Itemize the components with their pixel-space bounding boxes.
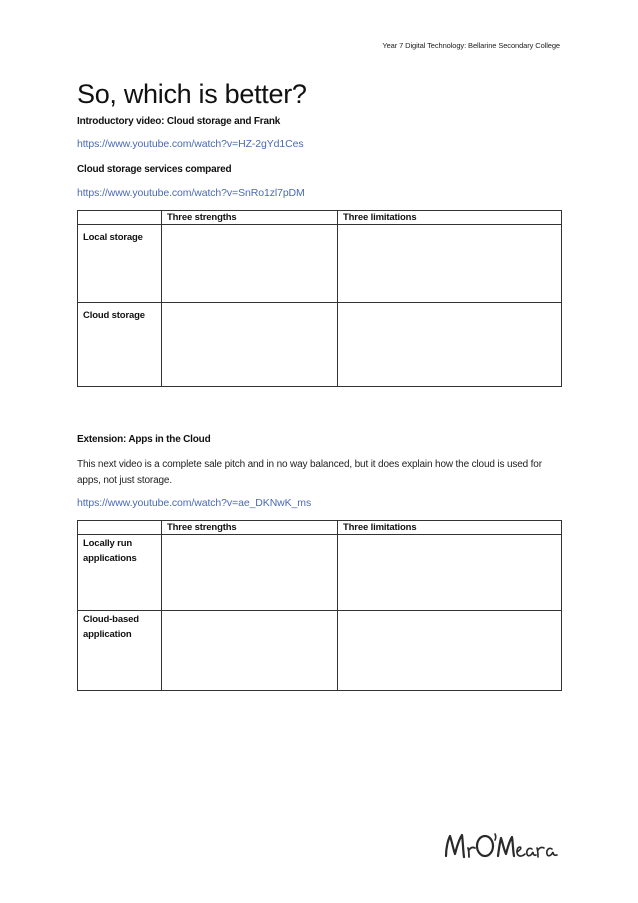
row-label-cloud-based: Cloud-based application xyxy=(78,611,162,691)
table-row-local-storage xyxy=(78,225,562,303)
table-header-limitations: Three limitations xyxy=(338,211,562,225)
row-label-cloud-storage: Cloud storage xyxy=(78,303,162,387)
header-note: Year 7 Digital Technology: Bellarine Secondary College xyxy=(382,41,560,50)
table-row-cloud-storage xyxy=(78,303,562,387)
cell-cloud-app-limitations[interactable] xyxy=(338,611,562,691)
row-label-local-storage: Local storage xyxy=(78,225,162,303)
cell-cloud-app-strengths[interactable] xyxy=(162,611,338,691)
intro-video-link[interactable]: https://www.youtube.com/watch?v=HZ-2gYd1Ces xyxy=(77,138,304,150)
table-header-row xyxy=(78,211,562,225)
page-title: So, which is better? xyxy=(77,79,307,109)
compare-video-link[interactable]: https://www.youtube.com/watch?v=SnRo1zl7pDM xyxy=(77,187,305,199)
compare-video-heading: Cloud storage services compared xyxy=(77,164,232,175)
extension-video-link[interactable]: https://www.youtube.com/watch?v=ae_DKNwK_ms xyxy=(77,497,312,509)
applications-comparison-table xyxy=(77,520,562,691)
table-header-empty xyxy=(78,211,162,225)
cell-local-strengths[interactable] xyxy=(162,225,338,303)
table-header-strengths: Three strengths xyxy=(162,211,338,225)
table-header-empty xyxy=(78,521,162,535)
table-header-limitations: Three limitations xyxy=(338,521,562,535)
cell-local-limitations[interactable] xyxy=(338,225,562,303)
row-label-locally-run: Locally run applications xyxy=(78,535,162,611)
storage-comparison-table xyxy=(77,210,562,387)
table-header-row xyxy=(78,521,562,535)
table-row-cloud-based xyxy=(78,611,562,691)
cell-cloud-strengths[interactable] xyxy=(162,303,338,387)
table-header-strengths: Three strengths xyxy=(162,521,338,535)
cell-local-app-limitations[interactable] xyxy=(338,535,562,611)
extension-heading: Extension: Apps in the Cloud xyxy=(77,434,211,445)
table-row-locally-run xyxy=(78,535,562,611)
mr-omeara-logo xyxy=(440,826,560,866)
cell-cloud-limitations[interactable] xyxy=(338,303,562,387)
extension-description: This next video is a complete sale pitch and in no way balanced, but it does explain how the cloud is used for apps, not just storage. xyxy=(77,459,542,486)
cell-local-app-strengths[interactable] xyxy=(162,535,338,611)
intro-video-heading: Introductory video: Cloud storage and Frank xyxy=(77,116,281,127)
